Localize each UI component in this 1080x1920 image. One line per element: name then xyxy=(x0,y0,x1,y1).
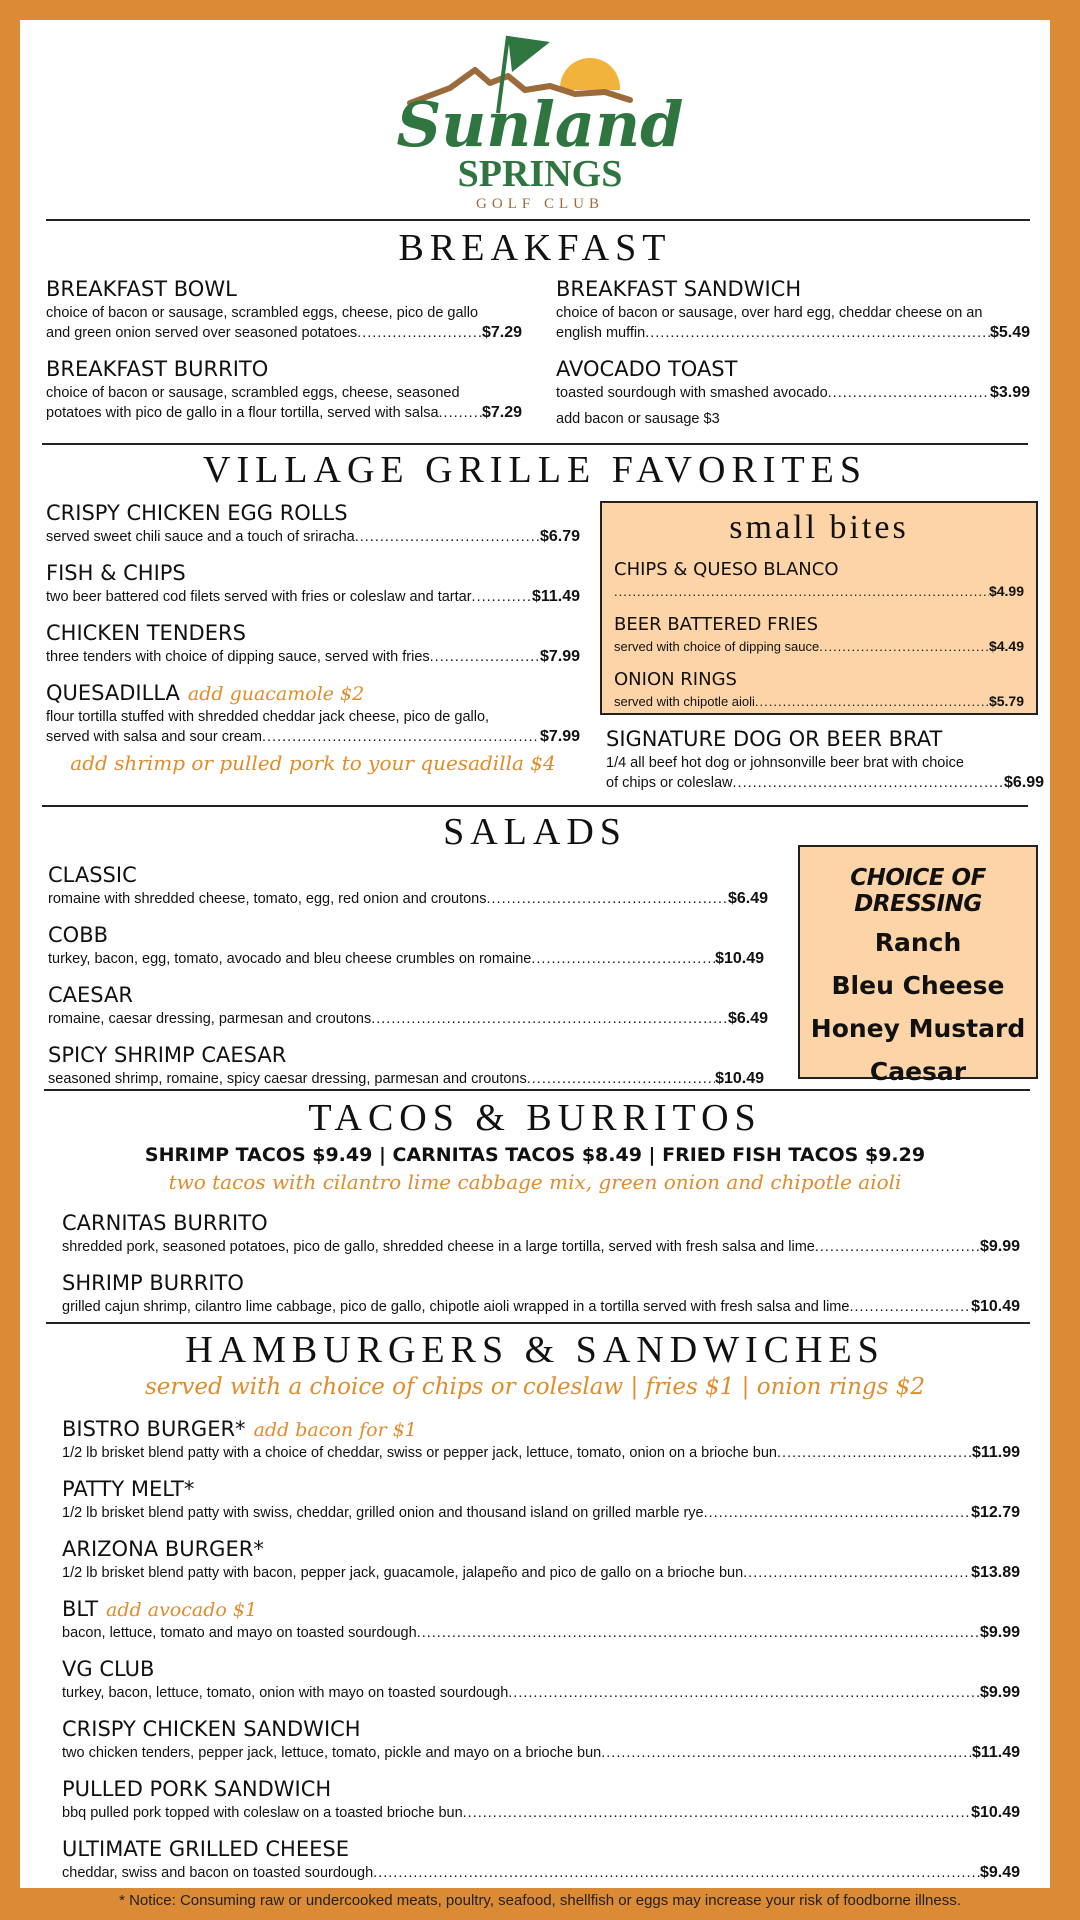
logo-graphic xyxy=(390,28,690,218)
small-bites-title: small bites xyxy=(729,509,909,546)
crispy-chicken-sandwich-desc-2: two chicken tenders, pepper jack, lettuce, tomato, pickle and mayo on a brioche bun xyxy=(62,1745,602,1761)
shrimp-burrito-desc xyxy=(62,1297,1020,1317)
grilled-cheese-name: ULTIMATE GRILLED CHEESE xyxy=(62,1837,349,1861)
quesadilla-label: QUESADILLA xyxy=(46,681,180,705)
grilled-cheese-desc-2: cheddar, swiss and bacon on toasted sourdough xyxy=(62,1865,374,1881)
dressing-bleu-cheese: Bleu Cheese xyxy=(831,971,1005,1000)
small-bites-box xyxy=(600,501,1038,715)
shrimp-burrito-price: $10.49 xyxy=(971,1298,1020,1315)
breakfast-burrito-name: BREAKFAST BURRITO xyxy=(46,357,269,381)
crispy-chicken-sandwich-desc xyxy=(62,1743,1020,1763)
beer-fries-price: $4.49 xyxy=(988,638,1024,654)
signature-dog-desc-1: 1/4 all beef hot dog or johnsonville beer brat with choice xyxy=(606,755,964,771)
avocado-toast-desc-2: toasted sourdough with smashed avocado xyxy=(556,385,828,401)
breakfast-sandwich-desc-2: english muffin xyxy=(556,325,646,341)
blt-label: BLT xyxy=(62,1597,99,1621)
breakfast-burrito-price: $7.29 xyxy=(481,404,522,421)
breakfast-sandwich-desc xyxy=(556,303,1030,343)
chicken-tenders-desc-2: three tenders with choice of dipping sauce, served with fries xyxy=(46,649,430,665)
vg-club-price: $9.99 xyxy=(979,1684,1020,1701)
arizona-burger-desc-2: 1/2 lb brisket blend patty with bacon, pepper jack, guacamole, jalapeño and pico de gallo on a brioche bun xyxy=(62,1565,744,1581)
quesadilla-note: add shrimp or pulled pork to your quesadilla $4 xyxy=(70,751,556,775)
onion-rings-desc xyxy=(614,691,1024,712)
burgers-note: served with a choice of chips or coleslaw | fries $1 | onion rings $2 xyxy=(144,1374,925,1400)
burgers-title: HAMBURGERS & SANDWICHES xyxy=(185,1329,885,1371)
village-title: VILLAGE GRILLE FAVORITES xyxy=(203,449,867,491)
breakfast-burrito-desc-1: choice of bacon or sausage, scrambled eggs, cheese, seasoned xyxy=(46,385,460,401)
arizona-burger-desc xyxy=(62,1563,1020,1583)
fish-chips-price: $11.49 xyxy=(531,588,580,605)
divider-salads xyxy=(44,1089,1030,1091)
breakfast-title: BREAKFAST xyxy=(398,227,672,269)
cobb-salad-name: COBB xyxy=(48,923,109,947)
beer-fries-name: BEER BATTERED FRIES xyxy=(614,614,819,635)
vg-club-name: VG CLUB xyxy=(62,1657,155,1681)
dressing-honey-mustard: Honey Mustard xyxy=(810,1014,1026,1043)
pulled-pork-sandwich-desc xyxy=(62,1803,1020,1823)
caesar-salad-price: $6.49 xyxy=(727,1010,768,1027)
avocado-toast-desc xyxy=(556,383,1030,429)
blt-price: $9.99 xyxy=(979,1624,1020,1641)
divider-breakfast xyxy=(42,443,1028,445)
patty-melt-name: PATTY MELT* xyxy=(62,1477,195,1501)
crispy-chicken-sandwich-name: CRISPY CHICKEN SANDWICH xyxy=(62,1717,361,1741)
egg-rolls-desc xyxy=(46,527,580,547)
arizona-burger-price: $13.89 xyxy=(971,1564,1020,1581)
avocado-toast-name: AVOCADO TOAST xyxy=(556,357,738,381)
crispy-chicken-sandwich-price: $11.49 xyxy=(971,1744,1020,1761)
salads-title: SALADS xyxy=(443,811,627,853)
breakfast-bowl-desc-1: choice of bacon or sausage, scrambled eggs, cheese, pico de gallo xyxy=(46,305,479,321)
pulled-pork-sandwich-name: PULLED PORK SANDWICH xyxy=(62,1777,332,1801)
breakfast-sandwich-desc-1: choice of bacon or sausage, over hard egg, cheddar cheese on an xyxy=(556,305,983,321)
breakfast-sandwich-price: $5.49 xyxy=(989,324,1030,341)
chips-queso-desc xyxy=(614,581,1024,602)
logo-club: GOLF CLUB xyxy=(476,196,604,212)
breakfast-bowl-price: $7.29 xyxy=(481,324,522,341)
divider-tacos xyxy=(46,1322,1030,1324)
quesadilla-desc-1: flour tortilla stuffed with shredded cheddar jack cheese, pico de gallo, xyxy=(46,709,490,725)
carnitas-burrito-price: $9.99 xyxy=(979,1238,1020,1255)
bistro-burger-name xyxy=(62,1416,417,1443)
blt-desc-2: bacon, lettuce, tomato and mayo on toasted sourdough xyxy=(62,1625,417,1641)
bistro-burger-desc xyxy=(62,1443,1020,1463)
signature-dog-desc-2: of chips or coleslaw xyxy=(606,775,733,791)
grilled-cheese-price: $9.49 xyxy=(979,1864,1020,1881)
quesadilla-desc-2: served with salsa and sour cream xyxy=(46,729,262,745)
signature-dog-desc xyxy=(606,753,1044,793)
chips-queso-price: $4.99 xyxy=(988,583,1024,599)
carnitas-burrito-desc xyxy=(62,1237,1020,1257)
sunland-springs-logo xyxy=(390,28,690,218)
shrimp-burrito-desc-2: grilled cajun shrimp, cilantro lime cabbage, pico de gallo, chipotle aioli wrapped in a tortilla served with fresh salsa and lime xyxy=(62,1299,850,1315)
classic-salad-price: $6.49 xyxy=(727,890,768,907)
dressing-box xyxy=(798,845,1038,1086)
quesadilla-name xyxy=(46,680,364,707)
dressing-title: CHOICE OF DRESSING xyxy=(850,865,986,917)
patty-melt-desc-2: 1/2 lb brisket blend patty with swiss, cheddar, grilled onion and thousand island on grilled marble rye xyxy=(62,1505,704,1521)
logo-name: Sunland xyxy=(396,88,684,161)
tacos-note: two tacos with cilantro lime cabbage mix, green onion and chipotle aioli xyxy=(168,1170,902,1194)
divider-top xyxy=(46,219,1030,221)
tacos-price-line: SHRIMP TACOS $9.49 | CARNITAS TACOS $8.49 | FRIED FISH TACOS $9.29 xyxy=(144,1144,926,1166)
onion-rings-name: ONION RINGS xyxy=(614,669,737,690)
chicken-tenders-name: CHICKEN TENDERS xyxy=(46,621,246,645)
breakfast-bowl-name: BREAKFAST BOWL xyxy=(46,277,237,301)
grilled-cheese-desc xyxy=(62,1863,1020,1883)
arizona-burger-name: ARIZONA BURGER* xyxy=(62,1537,264,1561)
quesadilla-price: $7.99 xyxy=(539,728,580,745)
shrimp-burrito-name: SHRIMP BURRITO xyxy=(62,1271,244,1295)
quesadilla-addon: add guacamole $2 xyxy=(187,683,365,705)
signature-dog-name: SIGNATURE DOG OR BEER BRAT xyxy=(606,727,943,751)
bistro-burger-label: BISTRO BURGER* xyxy=(62,1417,246,1441)
vg-club-desc-2: turkey, bacon, lettuce, tomato, onion with mayo on toasted sourdough xyxy=(62,1685,509,1701)
tacos-title: TACOS & BURRITOS xyxy=(308,1097,762,1139)
carnitas-burrito-name: CARNITAS BURRITO xyxy=(62,1211,268,1235)
menu-sheet xyxy=(20,20,1050,1888)
bistro-burger-addon: add bacon for $1 xyxy=(253,1419,417,1441)
pulled-pork-sandwich-desc-2: bbq pulled pork topped with coleslaw on a toasted brioche bun xyxy=(62,1805,463,1821)
fish-chips-name: FISH & CHIPS xyxy=(46,561,186,585)
classic-salad-name: CLASSIC xyxy=(48,863,137,887)
spicy-shrimp-caesar-desc-2: seasoned shrimp, romaine, spicy caesar dressing, parmesan and croutons xyxy=(48,1071,527,1087)
cobb-salad-desc xyxy=(48,949,764,969)
spicy-shrimp-caesar-desc xyxy=(48,1069,764,1089)
breakfast-burrito-desc-2: potatoes with pico de gallo in a flour tortilla, served with salsa xyxy=(46,405,439,421)
foodborne-notice: * Notice: Consuming raw or undercooked meats, poultry, seafood, shellfish or eggs may increase your risk of foodborne illness. xyxy=(119,1892,961,1909)
avocado-toast-note: add bacon or sausage $3 xyxy=(556,411,720,427)
signature-dog-price: $6.99 xyxy=(1003,774,1044,791)
bistro-burger-price: $11.99 xyxy=(971,1444,1020,1461)
onion-rings-desc-2: served with chipotle aioli xyxy=(614,694,755,709)
blt-addon: add avocado $1 xyxy=(106,1599,258,1621)
classic-salad-desc-2: romaine with shredded cheese, tomato, egg, red onion and croutons xyxy=(48,891,487,907)
spicy-shrimp-caesar-name: SPICY SHRIMP CAESAR xyxy=(48,1043,287,1067)
beer-fries-desc xyxy=(614,636,1024,657)
fish-chips-desc-2: two beer battered cod filets served with fries or coleslaw and tartar xyxy=(46,589,472,605)
avocado-toast-price: $3.99 xyxy=(989,384,1030,401)
chips-queso-name: CHIPS & QUESO BLANCO xyxy=(614,559,839,580)
vg-club-desc xyxy=(62,1683,1020,1703)
breakfast-bowl-desc xyxy=(46,303,522,343)
caesar-salad-name: CAESAR xyxy=(48,983,133,1007)
pulled-pork-sandwich-price: $10.49 xyxy=(971,1804,1020,1821)
patty-melt-desc xyxy=(62,1503,1020,1523)
dressing-caesar: Caesar xyxy=(869,1057,967,1086)
caesar-salad-desc xyxy=(48,1009,768,1029)
carnitas-burrito-desc-2: shredded pork, seasoned potatoes, pico de gallo, shredded cheese in a large tortilla, served with fresh salsa and lime xyxy=(62,1239,815,1255)
logo-sub: SPRINGS xyxy=(457,153,623,195)
classic-salad-desc xyxy=(48,889,768,909)
spicy-shrimp-caesar-price: $10.49 xyxy=(715,1070,764,1087)
divider-village xyxy=(42,805,1028,807)
bistro-burger-desc-2: 1/2 lb brisket blend patty with a choice of cheddar, swiss or pepper jack, lettuce, tomato, onion on a brioche bun xyxy=(62,1445,777,1461)
patty-melt-price: $12.79 xyxy=(971,1504,1020,1521)
breakfast-burrito-desc xyxy=(46,383,522,423)
quesadilla-desc xyxy=(46,707,580,747)
chicken-tenders-desc xyxy=(46,647,580,667)
blt-name xyxy=(62,1596,257,1623)
caesar-salad-desc-2: romaine, caesar dressing, parmesan and croutons xyxy=(48,1011,372,1027)
fish-chips-desc xyxy=(46,587,580,607)
dressing-ranch: Ranch xyxy=(874,928,962,957)
beer-fries-desc-2: served with choice of dipping sauce xyxy=(614,639,820,654)
breakfast-sandwich-name: BREAKFAST SANDWICH xyxy=(556,277,802,301)
blt-desc xyxy=(62,1623,1020,1643)
cobb-salad-desc-2: turkey, bacon, egg, tomato, avocado and bleu cheese crumbles on romaine xyxy=(48,951,532,967)
breakfast-bowl-desc-2: and green onion served over seasoned potatoes xyxy=(46,325,358,341)
onion-rings-price: $5.79 xyxy=(988,693,1024,709)
egg-rolls-price: $6.79 xyxy=(539,528,580,545)
chicken-tenders-price: $7.99 xyxy=(539,648,580,665)
egg-rolls-desc-2: served sweet chili sauce and a touch of sriracha xyxy=(46,529,355,545)
egg-rolls-name: CRISPY CHICKEN EGG ROLLS xyxy=(46,501,348,525)
cobb-salad-price: $10.49 xyxy=(715,950,764,967)
